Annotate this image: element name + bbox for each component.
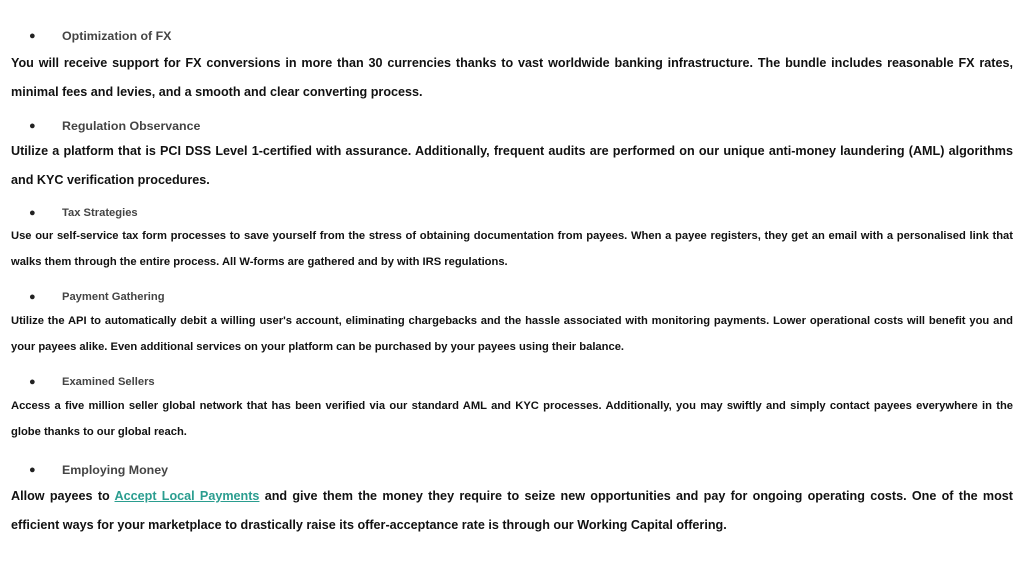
heading-text: Payment Gathering: [62, 291, 165, 303]
heading-text: Optimization of FX: [62, 29, 172, 43]
section-paragraph: You will receive support for FX conversions in more than 30 currencies thanks to vast worldwide banking infrastructure. The bundle includes reasonable FX rates, minimal fees and levies, and a smooth and clear converting process.: [11, 56, 1013, 99]
section-paragraph: Utilize a platform that is PCI DSS Level 1-certified with assurance. Additionally, frequent audits are performed on our unique anti-money laundering (AML) algorithms and KYC verification procedures.: [11, 144, 1013, 187]
section-heading: [29, 460, 1013, 480]
heading-text: Examined Sellers: [62, 376, 155, 388]
section-paragraph: Access a five million seller global network that has been verified via our standard AML and KYC processes. Additionally, you may swiftly and simply contact payees everywhere in the globe thanks to our global reach.: [11, 400, 1013, 438]
section-paragraph: Utilize the API to automatically debit a willing user's account, eliminating chargebacks and the hassle associated with monitoring payments. Lower operational costs will benefit you and your payees alike. Even additional services on your platform can be purchased by your payees using their balance.: [11, 315, 1013, 353]
document-page: [0, 26, 1024, 576]
heading-text: Tax Strategies: [62, 207, 138, 219]
section-heading: [29, 373, 1013, 391]
paragraph-text-suffix: and give them the money they require to seize new opportunities and pay for ongoing operating costs. One of the most efficient ways for your marketplace to drastically raise its offer-acceptance rate is through our Working Capital offering.: [11, 489, 1014, 532]
bullet-icon: ●: [29, 376, 36, 388]
bullet-icon: ●: [29, 464, 36, 476]
accept-local-payments-link[interactable]: Accept Local Payments: [114, 489, 260, 503]
section-paragraph: [11, 482, 1013, 540]
paragraph-text-prefix: Allow payees to: [11, 489, 115, 503]
bullet-icon: ●: [29, 30, 36, 42]
bullet-icon: ●: [29, 291, 36, 303]
bullet-icon: ●: [29, 120, 36, 132]
section-heading: [29, 26, 1013, 46]
section-heading: [29, 204, 1013, 222]
heading-text: Regulation Observance: [62, 119, 201, 133]
section-heading: [29, 116, 1013, 136]
section-heading: [29, 288, 1013, 306]
heading-text: Employing Money: [62, 463, 169, 477]
bullet-icon: ●: [29, 207, 36, 219]
section-paragraph: Use our self-service tax form processes to save yourself from the stress of obtaining documentation from payees. When a payee registers, they get an email with a personalised link that walks them through the entire process. All W-forms are gathered and by with IRS regulations.: [11, 230, 1013, 268]
